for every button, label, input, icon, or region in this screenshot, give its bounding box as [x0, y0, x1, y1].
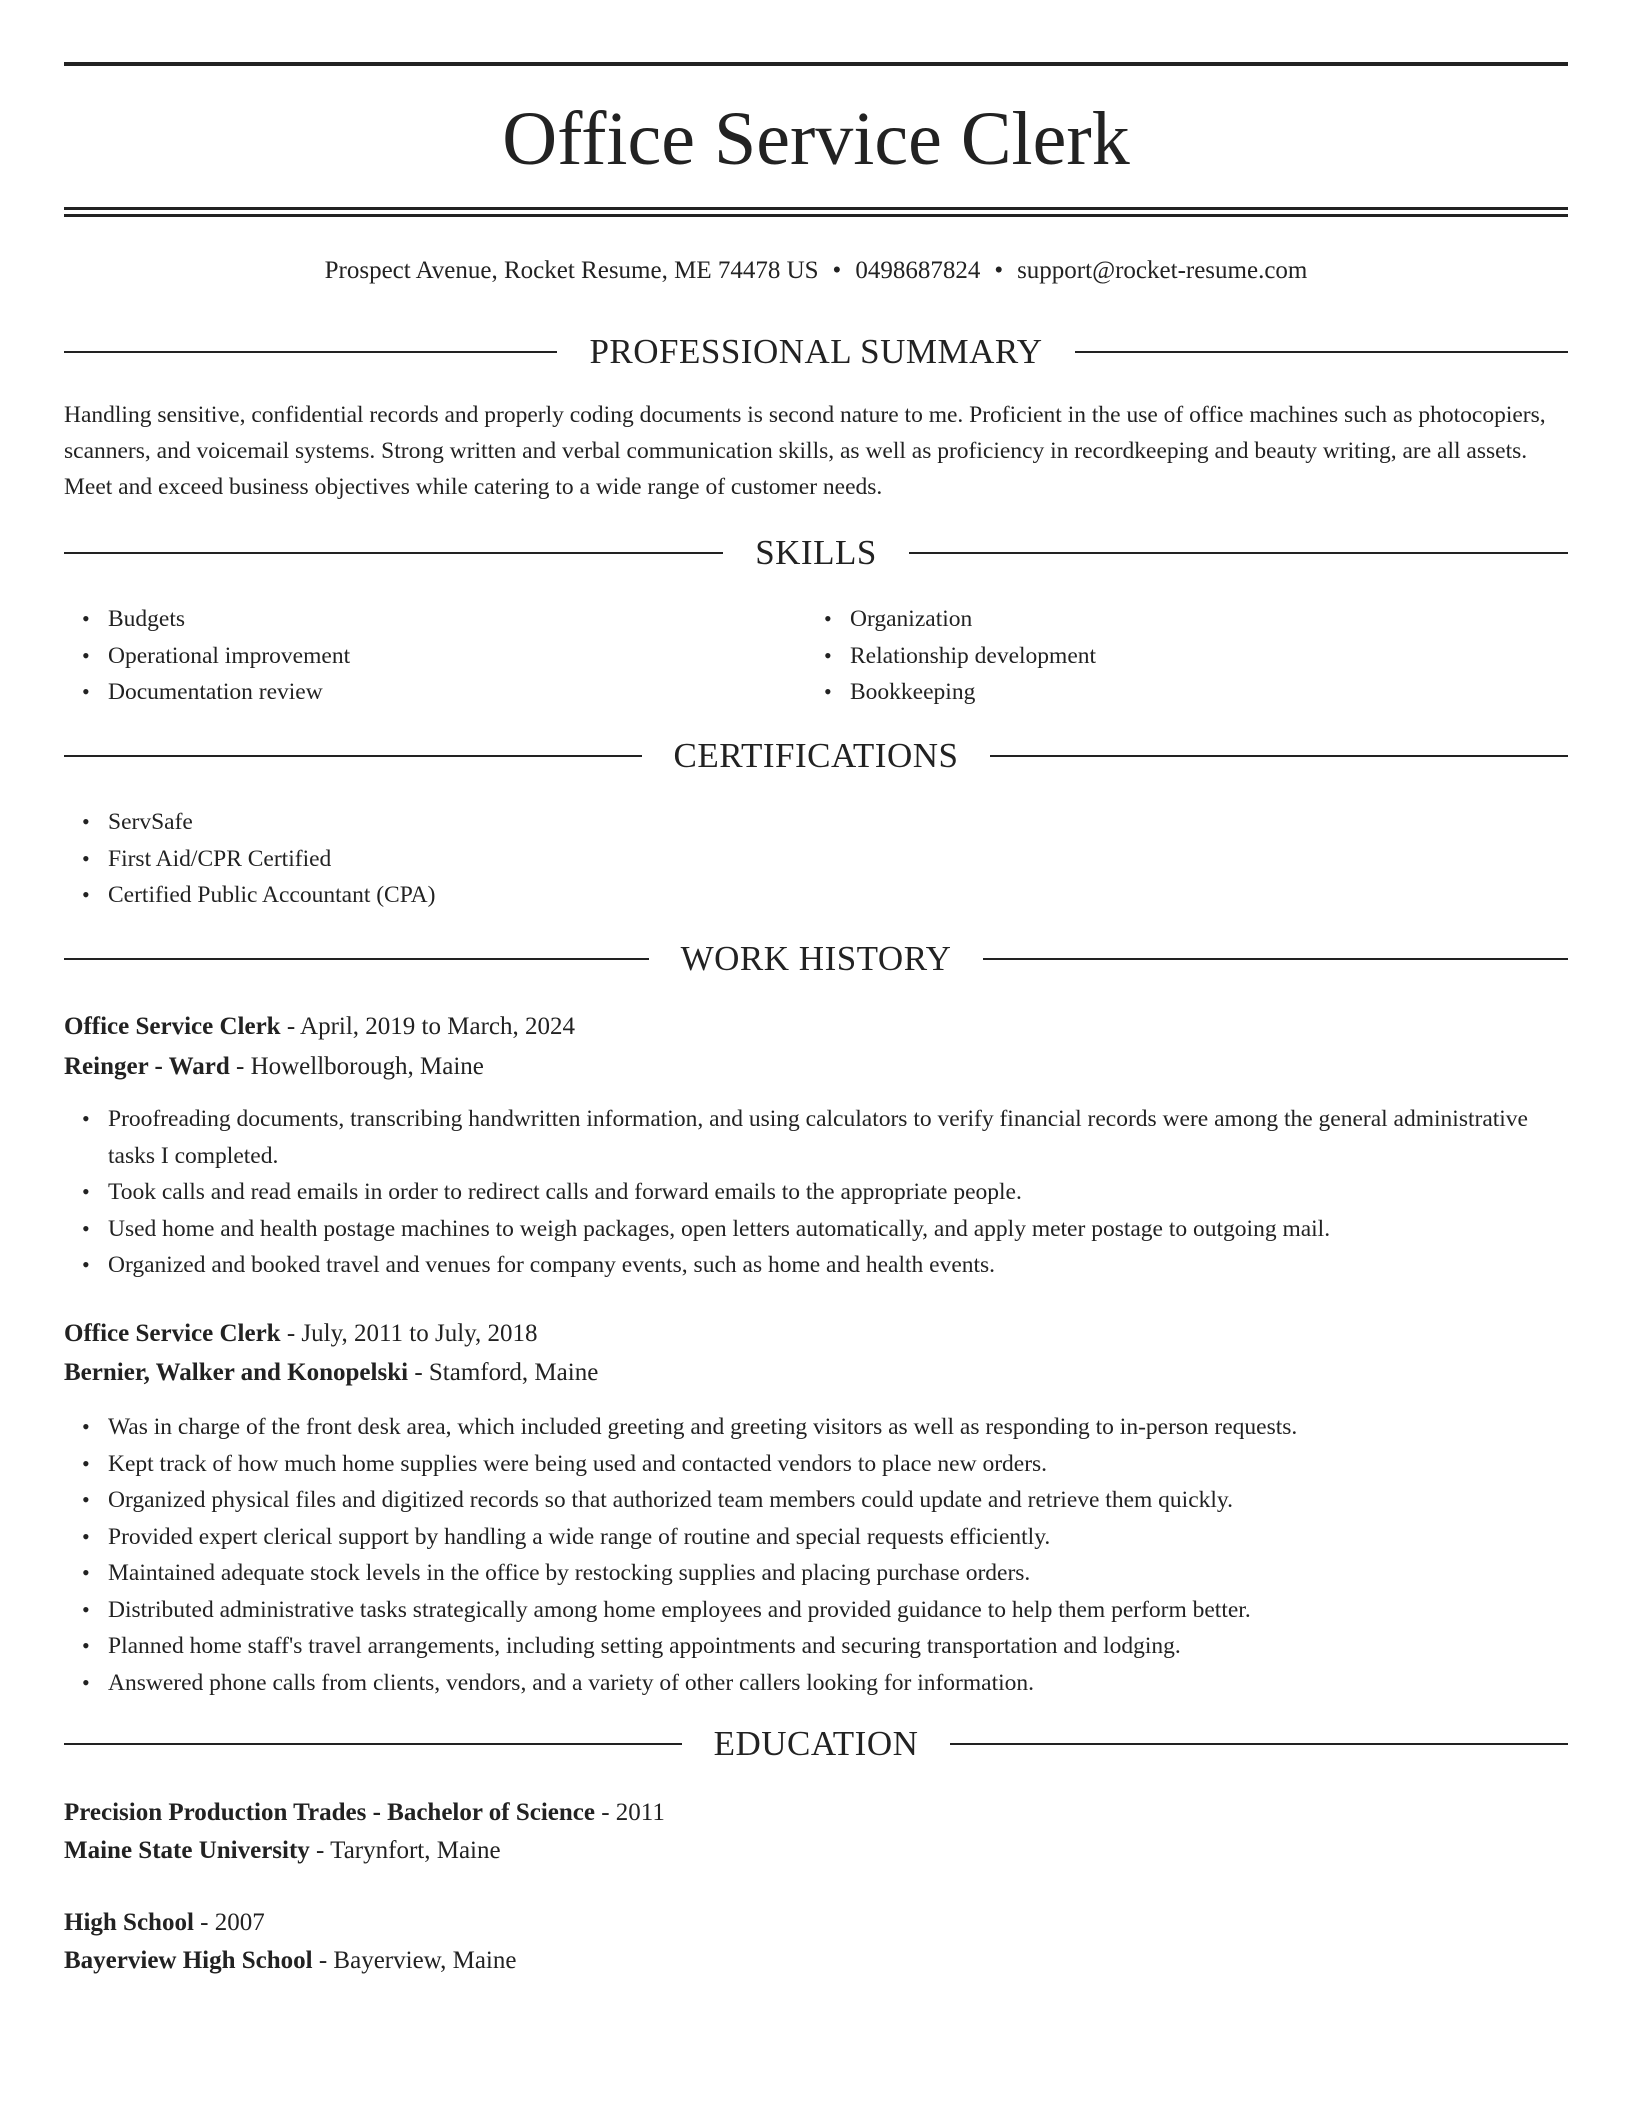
job-title-line — [64, 1009, 1568, 1045]
job-duty-item: • Kept track of how much home supplies were being used and contacted vendors to place new orders. — [108, 1446, 1568, 1483]
job-company-line — [64, 1049, 1568, 1085]
job-title: Office Service Clerk — [64, 1013, 281, 1040]
education-location: - Bayerview, Maine — [312, 1947, 517, 1974]
job-duty-item: • Took calls and read emails in order to redirect calls and forward emails to the appropriate people. — [108, 1174, 1568, 1211]
header-top-rule — [64, 62, 1568, 66]
heading-rule-right — [983, 958, 1568, 960]
certifications-list — [64, 804, 1568, 914]
education-year: - 2011 — [594, 1799, 665, 1826]
heading-rule-right — [990, 755, 1568, 757]
skill-item: • Operational improvement — [108, 638, 798, 675]
education-school: Maine State University — [64, 1837, 310, 1864]
contact-separator: • — [832, 257, 842, 284]
heading-rule-left — [64, 552, 723, 554]
summary-heading-text: PROFESSIONAL SUMMARY — [589, 332, 1043, 371]
job-duty-item: • Was in charge of the front desk area, which included greeting and greeting visitors as well as responding to in-person requests. — [108, 1409, 1568, 1446]
job-duty-item: • Planned home staff's travel arrangements, including setting appointments and securing transportation and lodging. — [108, 1628, 1568, 1665]
job-dates: - April, 2019 to March, 2024 — [280, 1013, 575, 1040]
heading-rule-left — [64, 1743, 682, 1745]
education-heading-text: EDUCATION — [713, 1724, 919, 1763]
header-bottom-rule-second — [64, 214, 1568, 217]
job-location: - Howellborough, Maine — [229, 1053, 484, 1080]
certification-item: • First Aid/CPR Certified — [108, 841, 1568, 878]
job-location: - Stamford, Maine — [408, 1359, 599, 1386]
education-degree-line — [64, 1905, 1568, 1941]
education-school: Bayerview High School — [64, 1947, 313, 1974]
candidate-name: Office Service Clerk — [502, 97, 1130, 181]
skill-item: • Budgets — [108, 601, 798, 638]
education-heading — [64, 1722, 1568, 1766]
skills-heading — [64, 531, 1568, 575]
education-school-line — [64, 1833, 1568, 1869]
job-company: Bernier, Walker and Konopelski — [64, 1359, 409, 1386]
heading-rule-right — [909, 552, 1568, 554]
certification-item: • Certified Public Accountant (CPA) — [108, 877, 1568, 914]
job-duty-item: • Used home and health postage machines to weigh packages, open letters automatically, and apply meter postage to outgoing mail. — [108, 1211, 1568, 1248]
job-company-line — [64, 1355, 1568, 1391]
skills-heading-text: SKILLS — [755, 533, 877, 572]
summary-heading — [64, 330, 1568, 374]
skill-item: • Organization — [850, 601, 1570, 638]
job-title: Office Service Clerk — [64, 1320, 281, 1347]
certifications-heading — [64, 734, 1568, 778]
certification-item: • ServSafe — [108, 804, 1568, 841]
job-duties-list — [64, 1101, 1568, 1284]
work-history-heading — [64, 937, 1568, 981]
education-year: - 2007 — [193, 1909, 265, 1936]
job-duty-item: • Proofreading documents, transcribing handwritten information, and using calculators to verify financial records were among the general administrative tasks I completed. — [108, 1101, 1568, 1174]
heading-rule-left — [64, 755, 642, 757]
skill-item: • Relationship development — [850, 638, 1570, 675]
contact-email: support@rocket-resume.com — [1017, 257, 1308, 284]
skill-item: • Documentation review — [108, 674, 798, 711]
job-duty-item: • Provided expert clerical support by handling a wide range of routine and special requests efficiently. — [108, 1519, 1568, 1556]
job-company: Reinger - Ward — [64, 1053, 230, 1080]
job-duties-list — [64, 1409, 1568, 1701]
job-duty-item: • Answered phone calls from clients, vendors, and a variety of other callers looking for information. — [108, 1665, 1568, 1702]
heading-rule-left — [64, 351, 557, 353]
education-degree-line — [64, 1795, 1568, 1831]
education-degree: Precision Production Trades - Bachelor of Science — [64, 1799, 595, 1826]
contact-line — [64, 255, 1568, 287]
education-location: - Tarynfort, Maine — [309, 1837, 501, 1864]
education-school-line — [64, 1943, 1568, 1979]
work-history-heading-text: WORK HISTORY — [680, 939, 952, 978]
certifications-heading-text: CERTIFICATIONS — [673, 736, 959, 775]
heading-rule-right — [1075, 351, 1568, 353]
job-title-line — [64, 1316, 1568, 1352]
heading-rule-left — [64, 958, 649, 960]
summary-text: Handling sensitive, confidential records and properly coding documents is second nature to me. Proficient in the use of office machines such as photocopiers, scanners, and voicemail systems. Strong written and verbal communication skills, as well as proficiency in recordkeeping and beauty writing, are all assets. Meet and exceed business objectives while catering to a wide range of customer needs. — [64, 402, 1546, 500]
skill-item: • Bookkeeping — [850, 674, 1570, 711]
job-duty-item: • Organized and booked travel and venues for company events, such as home and health events. — [108, 1247, 1568, 1284]
skills-list-left — [64, 601, 798, 711]
job-duty-item: • Maintained adequate stock levels in the office by restocking supplies and placing purchase orders. — [108, 1555, 1568, 1592]
job-duty-item: • Organized physical files and digitized records so that authorized team members could update and retrieve them quickly. — [108, 1482, 1568, 1519]
contact-address: Prospect Avenue, Rocket Resume, ME 74478 US — [324, 257, 819, 284]
contact-separator: • — [994, 257, 1004, 284]
education-degree: High School — [64, 1909, 194, 1936]
skills-list-right — [806, 601, 1570, 711]
heading-rule-right — [950, 1743, 1568, 1745]
contact-phone: 0498687824 — [855, 257, 981, 284]
header-bottom-rule — [64, 207, 1568, 210]
job-duty-item: • Distributed administrative tasks strategically among home employees and provided guidance to help them perform better. — [108, 1592, 1568, 1629]
job-dates: - July, 2011 to July, 2018 — [280, 1320, 538, 1347]
